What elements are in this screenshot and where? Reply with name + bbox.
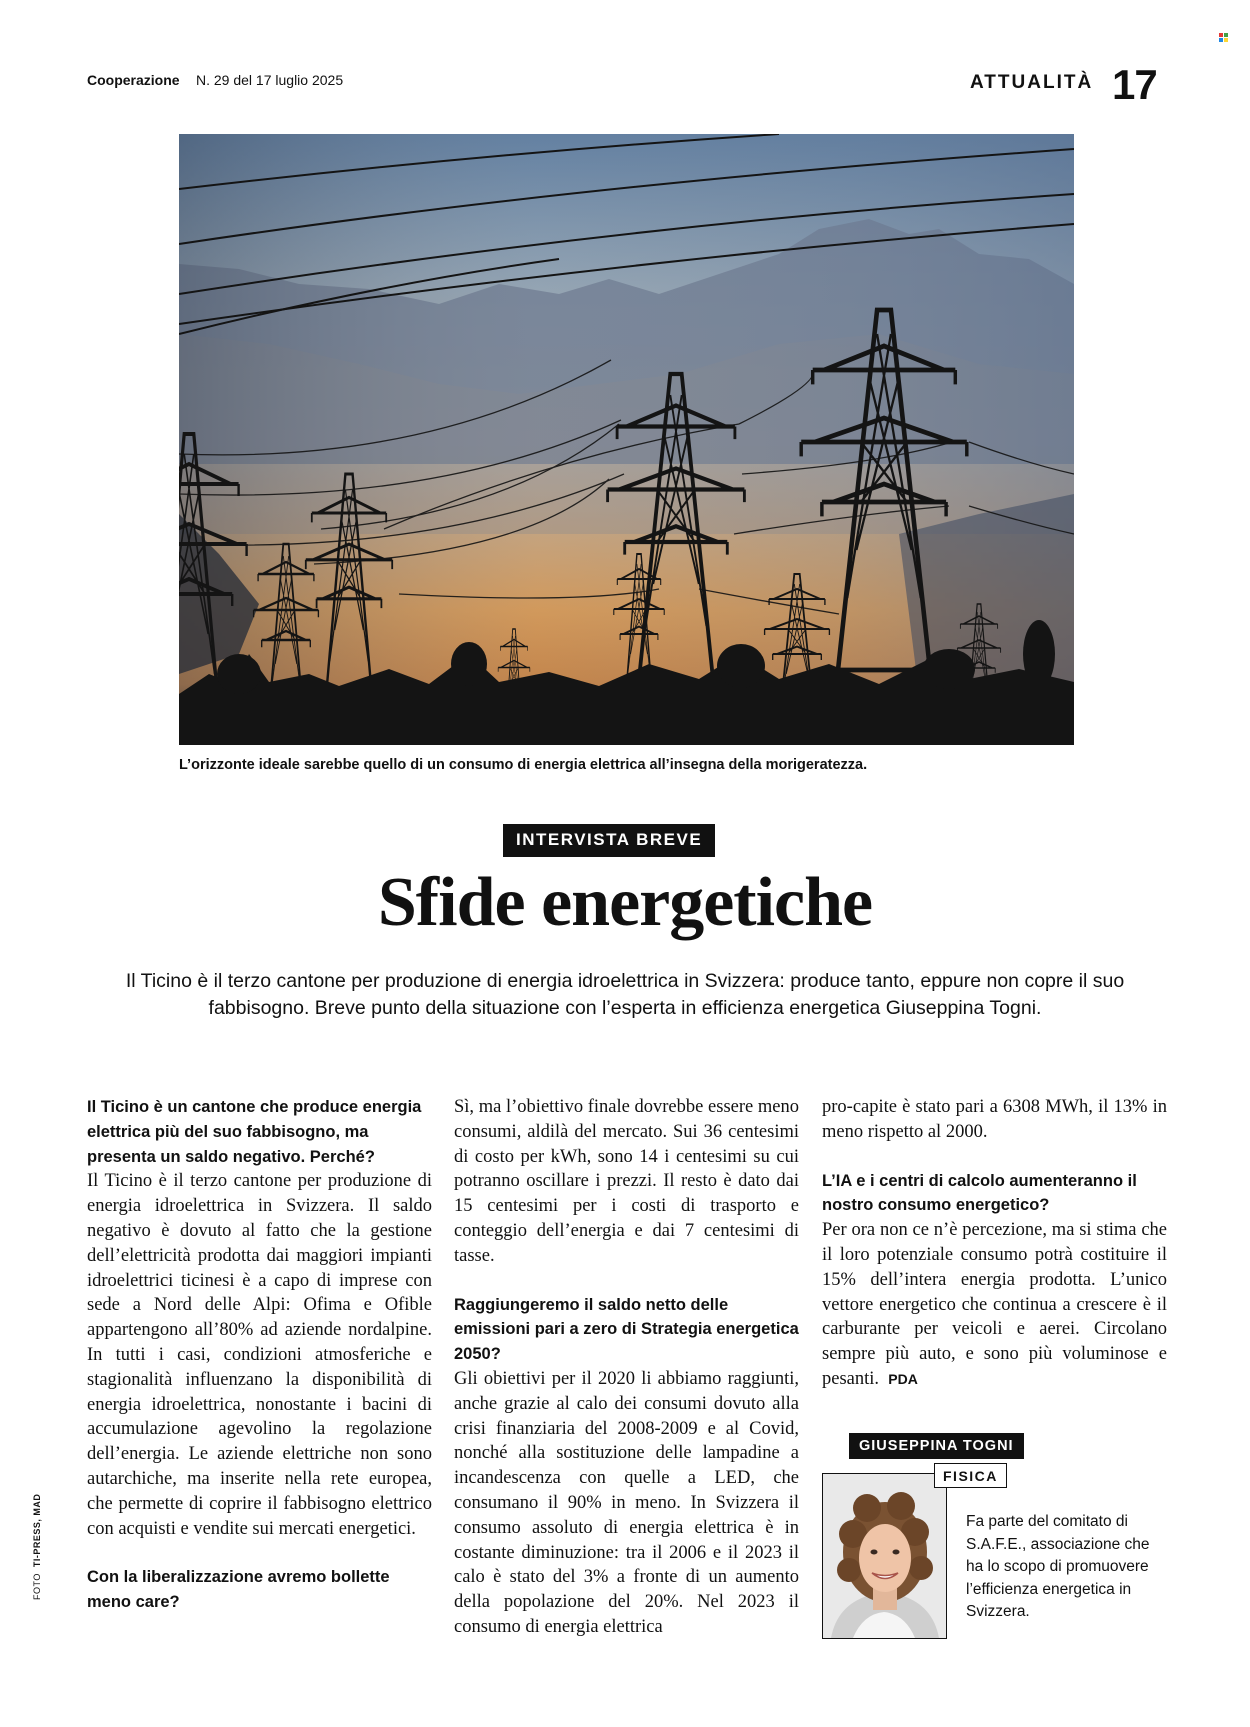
bio-portrait bbox=[822, 1473, 947, 1639]
answer-4 bbox=[822, 1218, 1167, 1392]
article-lead: Il Ticino è il terzo cantone per produzione di energia idroelettrica in Svizzera: produce tanto, eppure non copre il suo fabbisogno. Breve punto della situazione con l’esperta in efficienza energetica Giuseppina Togni. bbox=[125, 970, 1125, 1019]
bio-name: GIUSEPPINA TOGNI bbox=[849, 1433, 1024, 1459]
power-lines-photo bbox=[179, 134, 1074, 745]
photo-caption: L’orizzonte ideale sarebbe quello di un consumo di energia elettrica all’insegna della morigeratezza. bbox=[179, 757, 868, 773]
article-column-1 bbox=[87, 1095, 432, 1615]
bio-text: Fa parte del comitato di S.A.F.E., associazione che ha lo scopo di promuovere l’efficienza energetica in Svizzera. bbox=[966, 1513, 1150, 1620]
answer-1: Il Ticino è il terzo cantone per produzione di energia idroelettrica in Svizzera. Il saldo negativo è dovuto al fatto che la gestione dell’elettricità prodotta dai maggiori impianti idroelettrici ticinesi è a capo di imprese con sede a Nord delle Alpi: Ofima e Ofible appartengono all’80% ad aziende nordalpine. In tutti i casi, condizioni atmosferiche e stagionalità influenzano la disponibilità di energia idroelettrica, nonostante i bacini di accumulazione agevolino la regolazione dell’energia. Le aziende elettriche non sono autarchiche, ma inserite nella rete europea, che permette di coprire il fabbisogno elettrico con acquisti e vendite sui mercati energetici. bbox=[87, 1171, 432, 1539]
article-title: Sfide energetiche bbox=[377, 864, 873, 941]
page-number: 17 bbox=[1112, 61, 1157, 108]
publication-name: Cooperazione bbox=[87, 72, 180, 88]
section-label: ATTUALITÀ bbox=[970, 72, 1094, 93]
photo-credit-label: FOTO bbox=[32, 1573, 42, 1600]
question-2: Con la liberalizzazione avremo bollette meno care? bbox=[87, 1568, 390, 1612]
question-3: Raggiungeremo il saldo netto delle emissioni pari a zero di Strategia energetica 2050? bbox=[454, 1295, 799, 1364]
photo-credit-agency: TI-PRESS, MAD bbox=[32, 1493, 42, 1568]
issue-date: N. 29 del 17 luglio 2025 bbox=[196, 72, 344, 88]
bio-role: FISICA bbox=[934, 1463, 1007, 1488]
author-signature: PDA bbox=[888, 1370, 918, 1387]
article-column-2 bbox=[454, 1095, 799, 1640]
answer-4-text: Per ora non ce n’è percezione, ma si stima che il loro potenziale consumo potrà costituire il 15% dell’intera energia prodotta. L’unico vettore energetico che continua a crescere è il carburante per veicoli e aerei. Circolano sempre più auto, e sono più voluminose e pesanti. bbox=[822, 1220, 1167, 1389]
question-1: Il Ticino è un cantone che produce energia elettrica più del suo fabbisogno, ma presenta un saldo negativo. Perché? bbox=[87, 1098, 422, 1166]
answer-2: Sì, ma l’obiettivo finale dovrebbe essere meno consumi, aldilà del mercato. Sui 36 centesimi di costo per kWh, sono 14 i centesimi su cui potranno oscillare i prezzi. Il resto è dato dai 15 centesimi per i costi di trasporto e conteggio dell’energia e dai 7 centesimi di tasse. bbox=[454, 1097, 799, 1266]
color-registration-mark bbox=[1219, 33, 1228, 42]
article-kicker: INTERVISTA BREVE bbox=[503, 824, 715, 857]
question-4: L’IA e i centri di calcolo aumenteranno il nostro consumo energetico? bbox=[822, 1171, 1137, 1215]
article-column-3 bbox=[822, 1095, 1167, 1392]
photo-credit bbox=[32, 1494, 42, 1600]
answer-3-part-1: Gli obiettivi per il 2020 li abbiamo raggiunti, anche grazie al calo dei consumi dovuto alla crisi finanziaria del 2008-2009 e al Covid, nonché alla sostituzione delle lampadine a incandescenza con quelle a LED, che consumano il 90% in meno. In Svizzera il consumo assoluto di energia elettrica è in costante diminuzione: tra il 2006 e il 2023 il calo è stato del 3% a fronte di un aumento della popolazione del 20%. Nel 2023 il consumo di energia elettrica bbox=[454, 1368, 799, 1637]
answer-3-part-2: pro-capite è stato pari a 6308 MWh, il 13% in meno rispetto al 2000. bbox=[822, 1097, 1167, 1142]
